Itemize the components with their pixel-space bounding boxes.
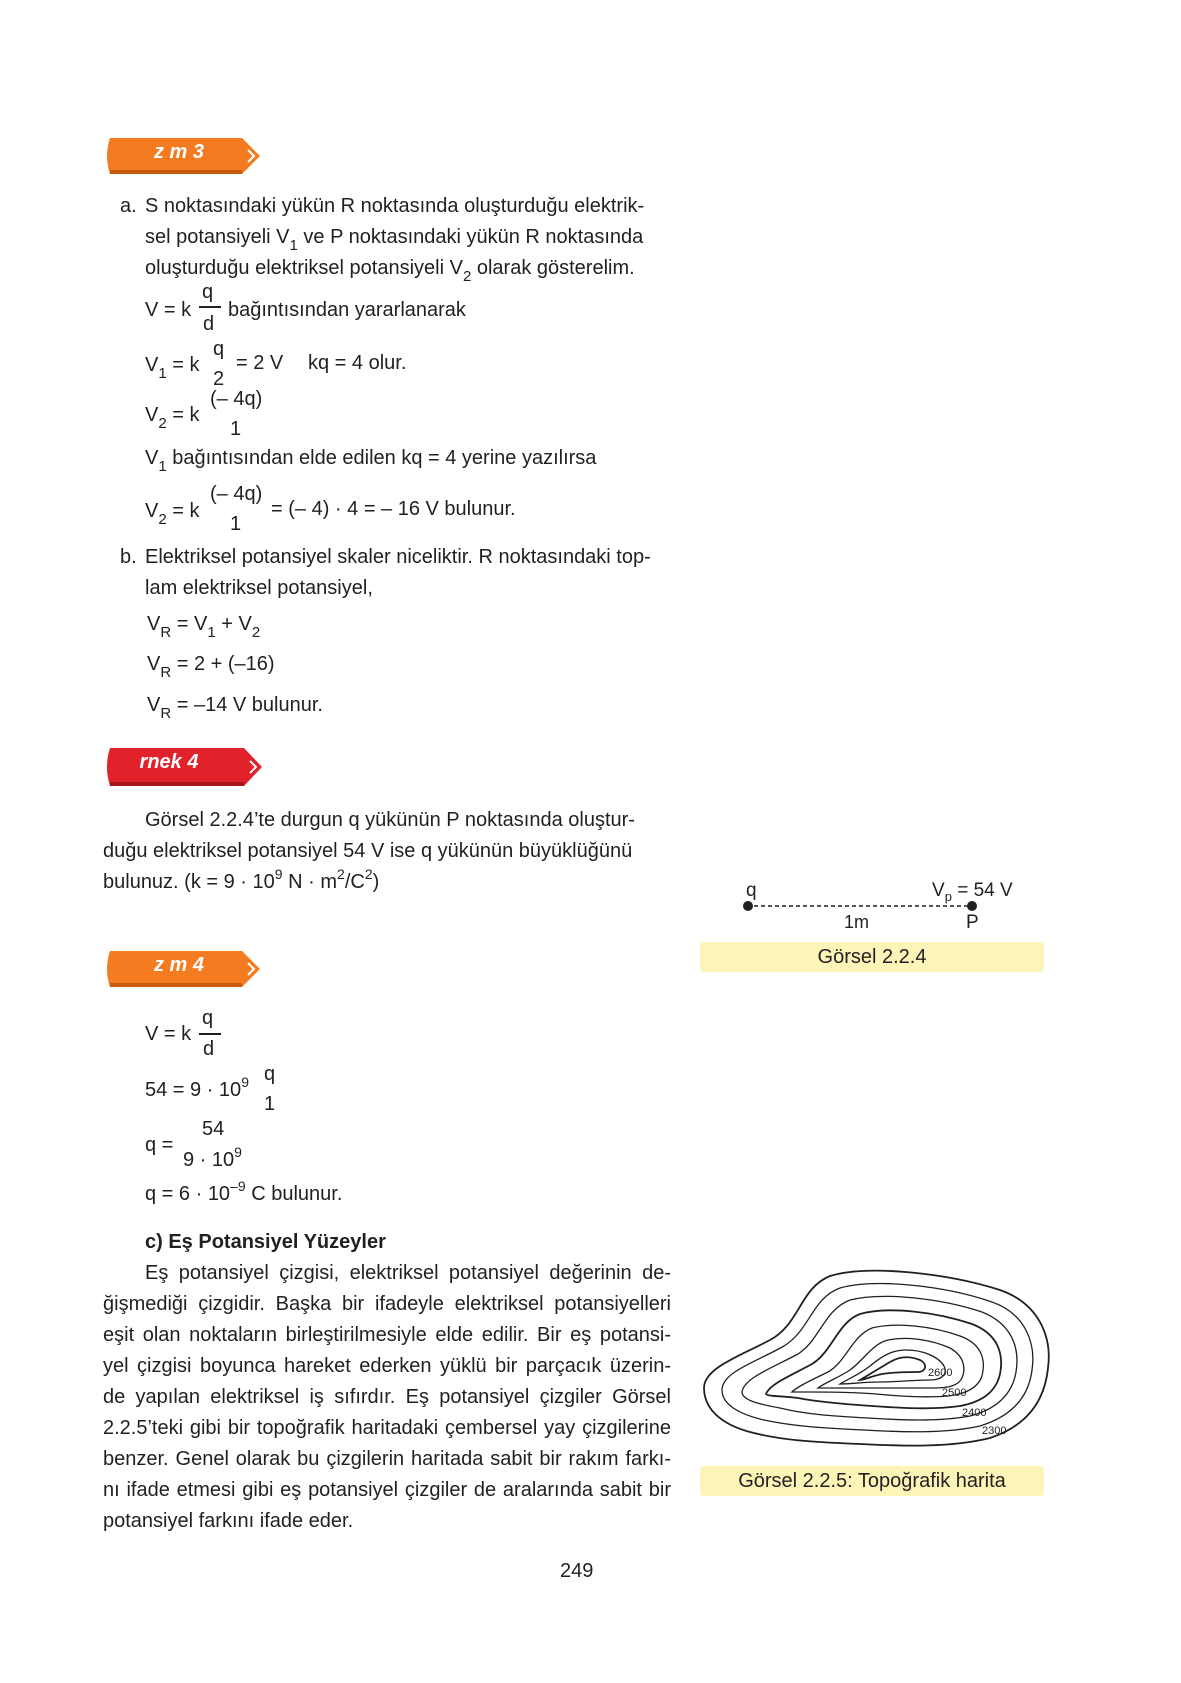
- distance-label: 1m: [844, 912, 870, 932]
- c4-formula-lhs: V = k: [145, 1023, 192, 1045]
- section-line: benzer. Genel olarak bu çizgilerin haritada sabit bir rakım farkı-: [103, 1448, 671, 1470]
- section-line: ğişmediği çizgidir. Başka bir ifadeyle elektriksel potansiyelleri: [103, 1293, 671, 1315]
- v2b-den: 1: [230, 513, 242, 535]
- v1-lhs: $V_1 = k$: [145, 354, 200, 382]
- v2b-num: (– 4q): [210, 483, 263, 505]
- c4-step-2-lhs: q =: [145, 1134, 174, 1156]
- c4-step-2-num: 54: [202, 1118, 225, 1140]
- a-line-3: oluşturduğu elektriksel potansiyeli $V_2$ olarak gösterelim.: [145, 257, 635, 285]
- cozum-4-tag: [104, 947, 264, 991]
- v2b-rhs: = (– 4) · 4 = – 16 V bulunur.: [271, 498, 516, 520]
- formula-num: q: [202, 281, 214, 303]
- contour-label-2500: 2500: [942, 1387, 967, 1399]
- page-number: 249: [560, 1560, 594, 1582]
- b-line-1: Elektriksel potansiyel skaler niceliktir. R noktasındaki top-: [145, 546, 651, 568]
- figure-2-2-4-caption: Görsel 2.2.4: [700, 942, 1044, 972]
- figure-2-2-4: [700, 870, 1060, 940]
- v2-lhs: $V_2 = k$: [145, 404, 200, 432]
- tag-label: z m 3: [153, 141, 205, 163]
- formula-lhs: V = k: [145, 299, 192, 321]
- c4-formula-den: d: [203, 1038, 215, 1060]
- formula-den: d: [203, 313, 215, 335]
- a-line-1: S noktasındaki yükün R noktasında oluşturduğu elektrik-: [145, 195, 645, 217]
- v1-den: 2: [213, 368, 225, 390]
- b-line-2: lam elektriksel potansiyel,: [145, 577, 373, 599]
- substitution-line: $V_1$ bağıntısından elde edilen kq = 4 yerine yazılırsa: [145, 447, 597, 475]
- a-line-2: sel potansiyeli $V_1$ ve P noktasındaki yükün R noktasında: [145, 226, 644, 254]
- tag-label: rnek 4: [139, 751, 199, 773]
- c4-step-2-den: $9 \cdot 10^9$: [183, 1144, 242, 1171]
- c4-step-1-lhs: $54 = 9 \cdot 10^9$: [145, 1074, 249, 1101]
- figure-2-2-5-caption: Görsel 2.2.5: Topoğrafik harita: [700, 1466, 1044, 1496]
- vr-equation-1: $V_R = V_1 + V_2$: [147, 613, 261, 641]
- section-line: Eş potansiyel çizgisi, elektriksel potansiyel değerinin de-: [145, 1262, 671, 1284]
- section-line: de yapılan elektriksel iş sıfırdır. Eş potansiyel çizgiler Görsel: [103, 1386, 671, 1408]
- contour-label-2300: 2300: [982, 1425, 1007, 1437]
- ornek-4-tag: [104, 744, 266, 788]
- v2-num: (– 4q): [210, 388, 263, 410]
- item-label-a: a.: [120, 195, 137, 217]
- c4-result: $q = 6 \cdot 10^{-9}$ C bulunur.: [145, 1178, 343, 1205]
- section-line: yel çizgisi boyunca hareket ederken yüklü bir parçacık üzerin-: [103, 1355, 671, 1377]
- c4-formula-num: q: [202, 1007, 214, 1029]
- potential-label: $V_p = 54$ V: [932, 880, 1013, 904]
- ornek-line-3: bulunuz. ($k = 9 \cdot 10^9$ $N \cdot m^2/C^2$): [103, 866, 380, 893]
- v1-note: kq = 4 olur.: [308, 352, 407, 374]
- section-line: 2.2.5’teki gibi bir topoğrafik haritadaki çembersel yay çizgilerine: [103, 1417, 671, 1439]
- section-line: nı ifade etmesi gibi eş potansiyel çizgiler de aralarında sabit bir: [103, 1479, 671, 1501]
- ornek-line-2: duğu elektriksel potansiyel 54 V ise q yükünün büyüklüğünü: [103, 840, 633, 862]
- v2b-lhs: $V_2 = k$: [145, 500, 200, 528]
- v2-den: 1: [230, 418, 242, 440]
- vr-equation-2: $V_R = 2 + (-16)$: [147, 653, 275, 681]
- item-label-b: b.: [120, 546, 137, 568]
- section-line: eşit olan noktaların birleştirilmesiyle elde edilir. Bir eş potansi-: [103, 1324, 671, 1346]
- c4-step-1-num: q: [264, 1063, 276, 1085]
- section-heading: c) Eş Potansiyel Yüzeyler: [145, 1231, 386, 1253]
- charge-q-label: q: [746, 880, 757, 901]
- ornek-line-1: Görsel 2.2.4’te durgun q yükünün P noktasında oluştur-: [145, 809, 635, 831]
- point-p-label: P: [966, 912, 979, 933]
- formula-text: bağıntısından yararlanarak: [228, 299, 466, 321]
- section-line: potansiyel farkını ifade eder.: [103, 1510, 354, 1532]
- contour-label-2400: 2400: [962, 1407, 987, 1419]
- tag-label: z m 4: [153, 954, 205, 976]
- topographic-map-icon: [700, 1268, 1050, 1450]
- vr-equation-3: $V_R = -14$ V bulunur.: [147, 694, 323, 722]
- v1-num: q: [213, 338, 225, 360]
- c4-step-1-den: 1: [264, 1093, 276, 1115]
- fraction-bar: [199, 1033, 221, 1035]
- contour-label-2600: 2600: [928, 1367, 953, 1379]
- fraction-bar: [199, 306, 221, 308]
- v1-rhs: = 2 V: [236, 352, 284, 374]
- cozum-3-tag: [104, 134, 264, 178]
